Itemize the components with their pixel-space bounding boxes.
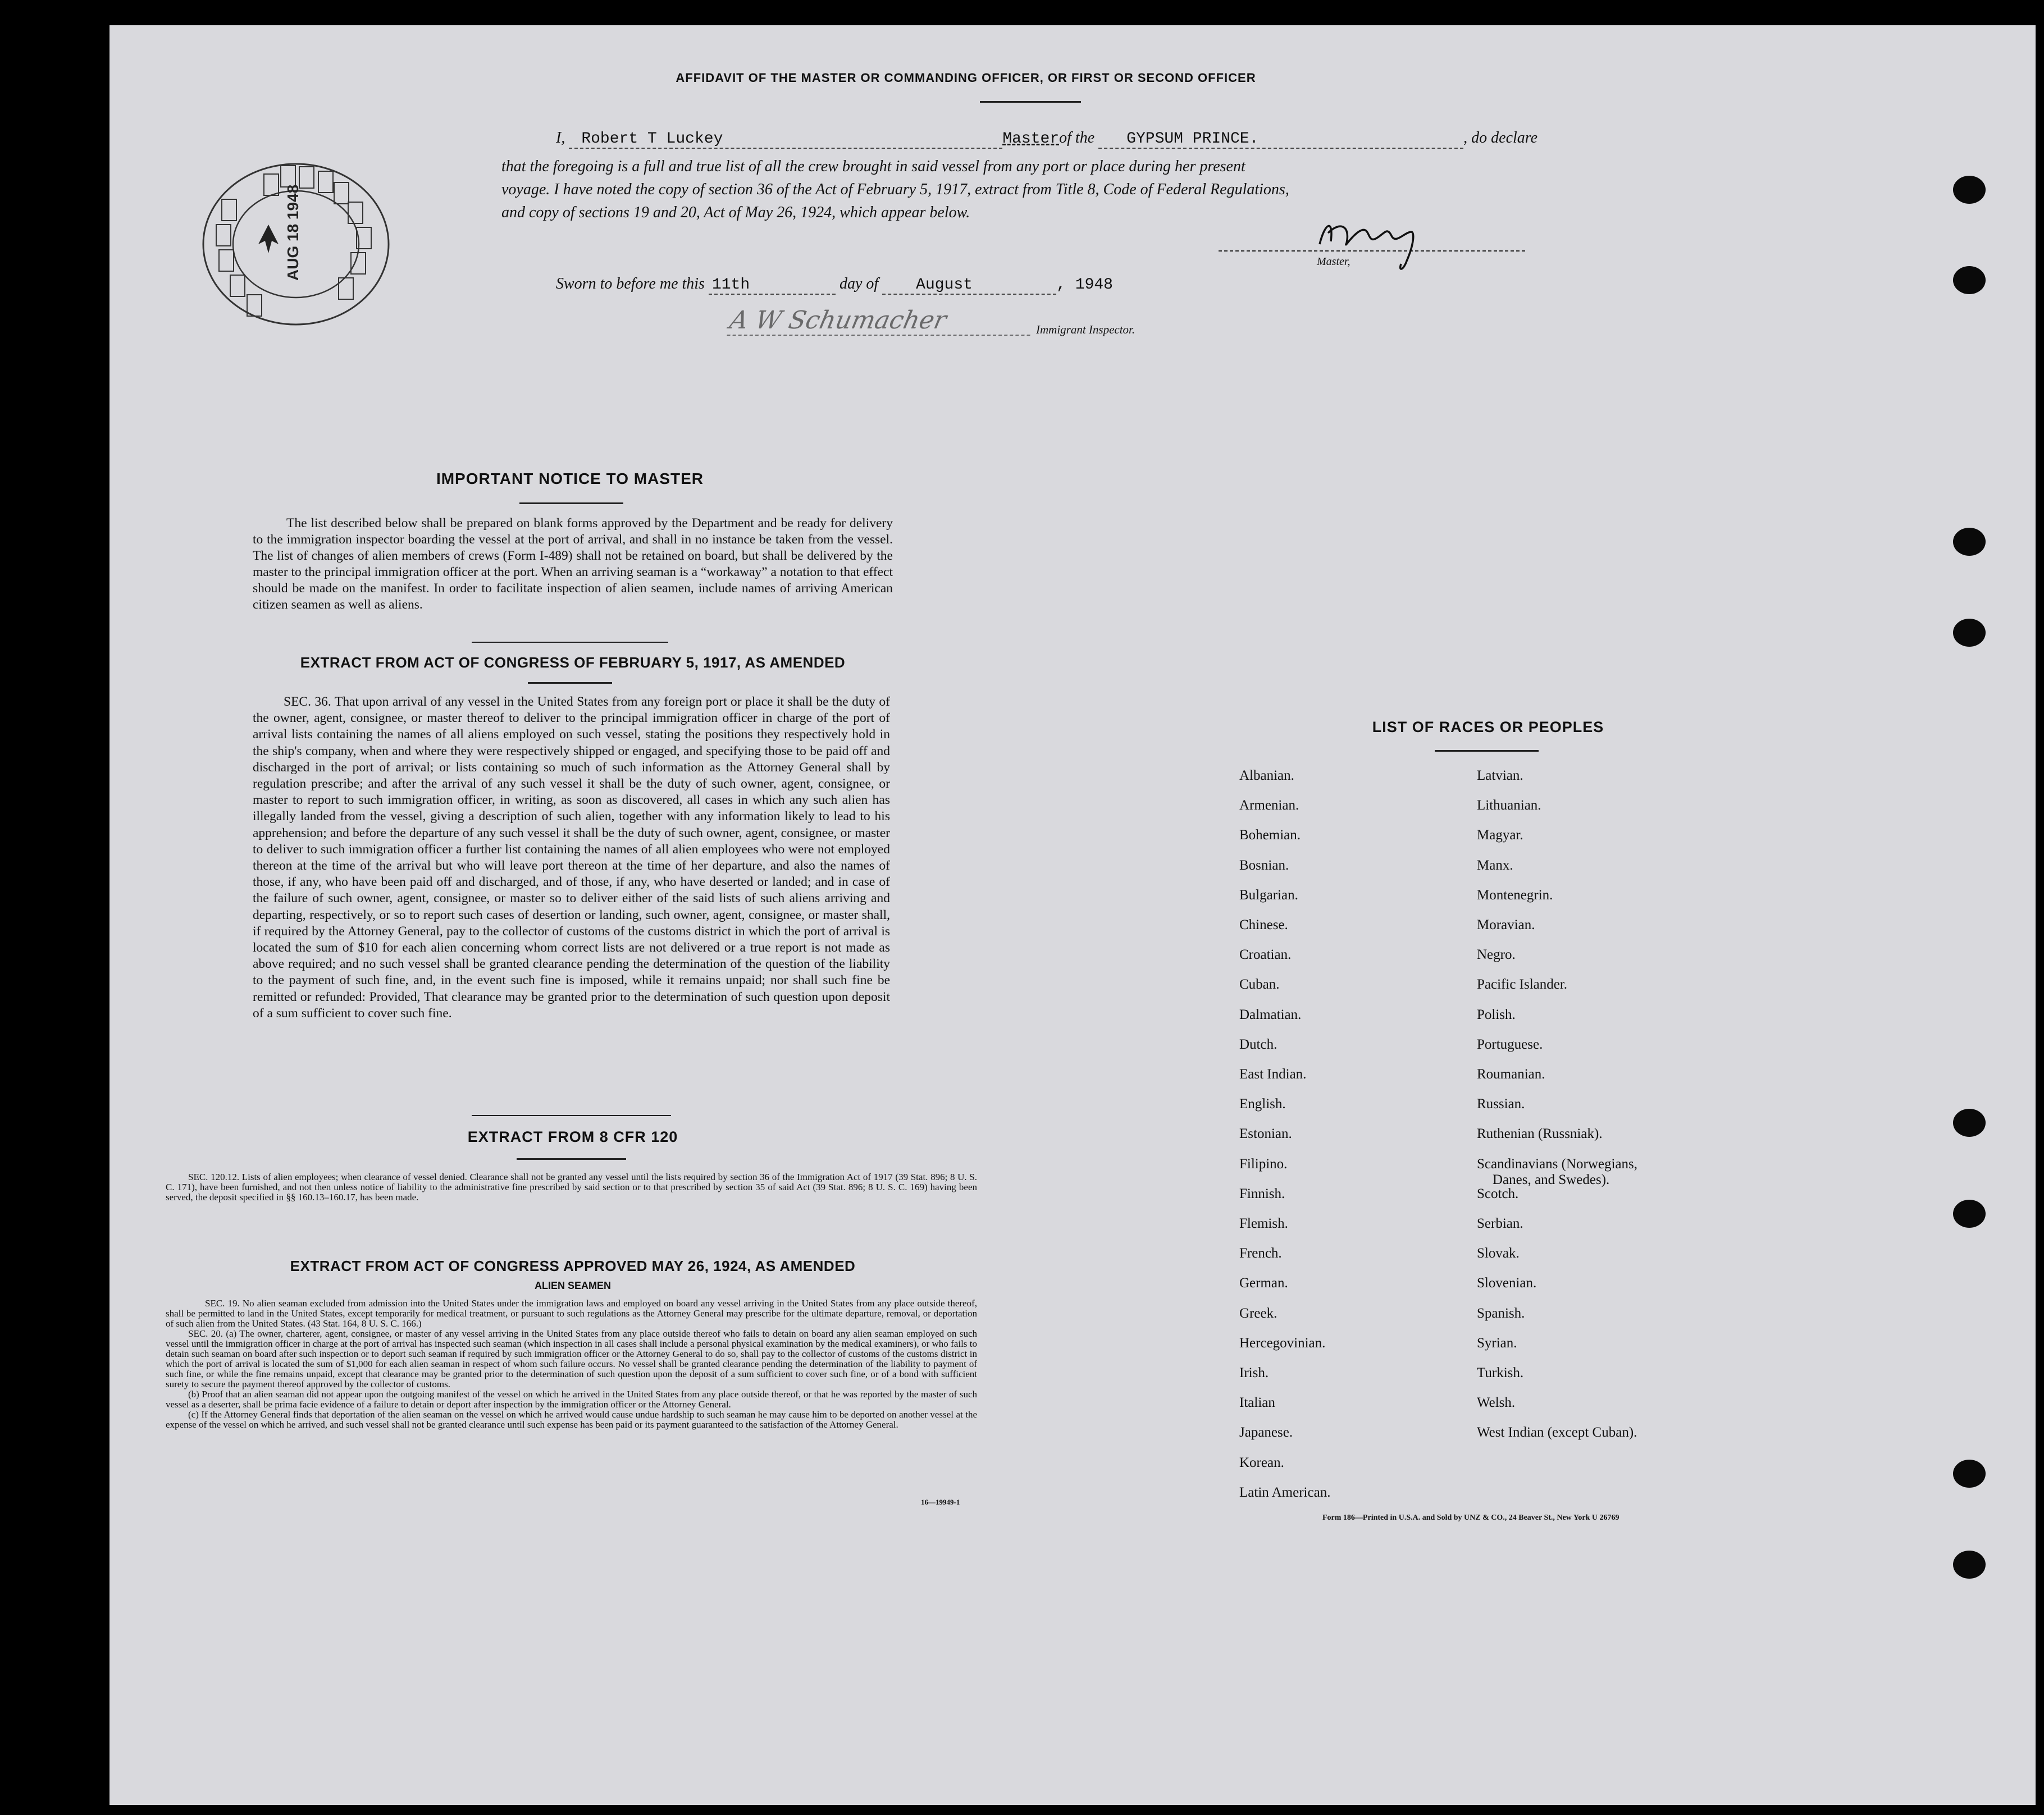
race-item: French. [1239, 1246, 1282, 1261]
declare-label: , do declare [1463, 129, 1538, 147]
race-item: Roumanian. [1477, 1067, 1545, 1082]
punch-hole [1953, 176, 1986, 204]
sec19-text: SEC. 19. No alien seaman excluded from admission into the United States under the immigration laws and employed on board any vessel arriving in the United States from any place outside thereof, shall be permitted to land in the United States, except temporarily for medical treatment, or pursuant to such regulations as the Attorney General may prescribe for the ultimate departure, removal, or deportation of such alien from the United States. (43 Stat. 164, 8 U. S. C. 166.) [166, 1298, 977, 1329]
master-name-field: Robert T Luckey [569, 130, 1002, 149]
sworn-day-field: 11th [709, 276, 836, 295]
punch-hole [1953, 1200, 1986, 1228]
race-item: Polish. [1477, 1007, 1516, 1022]
race-item: Chinese. [1239, 917, 1288, 932]
inspector-title: Immigrant Inspector. [1036, 323, 1135, 336]
divider [519, 502, 623, 504]
punch-hole [1953, 619, 1986, 647]
sworn-line [556, 275, 1113, 295]
race-item: Magyar. [1477, 828, 1523, 843]
vessel-name-field: GYPSUM PRINCE. [1098, 130, 1463, 149]
sworn-month-field: August [882, 276, 1056, 295]
race-item: Montenegrin. [1477, 887, 1553, 903]
divider [528, 682, 612, 684]
race-item: Irish. [1239, 1365, 1269, 1380]
affidavit-body-line: voyage. I have noted the copy of section 36 of the Act of February 5, 1917, extract from Title 8, Code of Federal Regulations, [501, 181, 1289, 198]
extract-1917-title: EXTRACT FROM ACT OF CONGRESS OF FEBRUARY 5, 1917, AS AMENDED [300, 654, 846, 671]
race-item: Scotch. [1477, 1186, 1519, 1201]
sec20c-text: (c) If the Attorney General finds that deportation of the alien seaman on the vessel on which he arrived would cause undue hardship to such seaman he may cause him to be deported on another vessel at the expense of the vessel on which he arrived, and such vessel shall not be granted clearance until such expense has been paid or its payment guaranteed to the satisfaction of the Attorney General. [166, 1409, 977, 1430]
race-item: Latin American. [1239, 1484, 1331, 1500]
race-item: East Indian. [1239, 1067, 1307, 1082]
race-item: Dutch. [1239, 1036, 1278, 1052]
race-item: Serbian. [1477, 1216, 1523, 1231]
divider [517, 1158, 626, 1160]
race-item: Japanese. [1239, 1425, 1293, 1441]
affidavit-body-line: and copy of sections 19 and 20, Act of May 26, 1924, which appear below. [501, 204, 970, 221]
affidavit-title: AFFIDAVIT OF THE MASTER OR COMMANDING OFFICER, OR FIRST OR SECOND OFFICER [676, 71, 1256, 85]
signature-title: Master, [1317, 255, 1350, 268]
divider [1435, 750, 1539, 752]
race-item: Latvian. [1477, 768, 1523, 783]
race-item: Negro. [1477, 947, 1516, 963]
race-item: Greek. [1239, 1305, 1278, 1321]
race-item: Portuguese. [1477, 1036, 1543, 1052]
form-code: 16—19949-1 [921, 1498, 960, 1506]
race-item: Moravian. [1477, 917, 1535, 932]
race-item: Bosnian. [1239, 857, 1289, 873]
race-item: Estonian. [1239, 1126, 1292, 1142]
of-the-label: of the [1059, 129, 1095, 147]
day-of-label: day of [839, 275, 879, 292]
extract-1924-subtitle: ALIEN SEAMEN [534, 1280, 611, 1291]
extract-cfr-title: EXTRACT FROM 8 CFR 120 [467, 1128, 678, 1145]
race-item: Ruthenian (Russniak). [1477, 1126, 1603, 1142]
race-item: West Indian (except Cuban). [1477, 1425, 1637, 1441]
extract-1917-text: SEC. 36. That upon arrival of any vessel in the United States from any foreign port or place it shall be the duty of the owner, agent, consignee, or master thereof to deliver to the principal immigration officer in charge of the port of arrival lists containing the names of all aliens employed on such vessel, stating the positions they respectively hold in the ship's company, when and where they were respectively shipped or engaged, and specifying those to be paid off and discharged in the port of arrival; or lists containing so much of such information as the Attorney General shall by regulation prescribe; and after the arrival of any such vessel it shall be the duty of such owner, agent, consignee, or master to report to such immigration officer, in writing, as soon as discovered, all cases in which any such alien has illegally landed from the vessel, giving a description of such alien, together with any information likely to lead to his apprehension; and before the departure of any such vessel it shall be the duty of such owner, agent, consignee, or master to deliver to such immigration officer a further list containing the names of all alien employees who were not employed thereon at the time of the arrival but who will leave port thereon at the time of her departure, and also the names of those, if any, who have been paid off and discharged, and of those, if any, who have deserted or landed; and in case of the failure of such owner, agent, consignee, or master so to deliver either of the said lists of such aliens arriving and departing, respectively, or so to report such cases of desertion or landing, such owner, agent, consignee, or master shall, if required by the Attorney General, pay to the collector of customs of the customs district in which the port of arrival is located the sum of $10 for each alien concerning whom correct lists are not delivered or a true report is not made as above required; and no such vessel shall be granted clearance pending the determination of the question of the liability to the payment of such fine, and, in the event such fine is imposed, while it remains unpaid; nor shall such fine be remitted or refunded: Provided, That clearance may be granted prior to the determination of such question upon deposit of a sum sufficient to cover such fine. [253, 694, 890, 1021]
race-item: Lithuanian. [1477, 798, 1541, 813]
punch-hole [1953, 266, 1986, 294]
race-item: Slovak. [1477, 1246, 1520, 1261]
extract-cfr-text: SEC. 120.12. Lists of alien employees; when clearance of vessel denied. Clearance shall not be granted any vessel until the lists required by section 36 of the Immigration Act of 1917 (39 Stat. 896; 8 U. S. C. 171), have been furnished, and not then unless notice of liability to the administrative fine prescribed by said section or to that prescribed by section 35 of said Act (39 Stat. 896; 8 U. S. C. 169) having been served, the deposit specified in §§ 160.13–160.17, has been made. [166, 1172, 977, 1203]
race-item: Slovenian. [1477, 1275, 1537, 1291]
race-item: Korean. [1239, 1455, 1284, 1470]
immigration-stamp [199, 160, 393, 328]
race-item: Albanian. [1239, 768, 1294, 783]
race-item: Danes, and Swedes). [1493, 1172, 1610, 1187]
race-item: Dalmatian. [1239, 1007, 1302, 1022]
race-item: Flemish. [1239, 1216, 1288, 1231]
divider [980, 101, 1081, 103]
sec20a-text: SEC. 20. (a) The owner, charterer, agent, consignee, or master of any vessel arriving in the United States from any place outside thereof who fails to detain on board any alien seaman employed on such vessel until the immigration officer in charge at the port of arrival has inspected such seaman (which inspection in all cases shall include a personal physical examination by the medical examiners), or who fails to detain such seaman on board after such inspection or to deport such seaman if required by such immigration officer or the Attorney General to do so, shall pay to the collector of customs of the customs district in which the port of arrival is located the sum of $1,000 for each alien seaman in respect of whom such failure occurs. No vessel shall be granted clearance pending the determination of the liability to payment of such fine, or while the fine remains unpaid, except that clearance may be granted prior to the determination of such question upon the deposit of a sum sufficient to cover such fine, or of a bond with sufficient surety to secure the payment thereof approved by the collector of customs. [166, 1328, 977, 1389]
divider [472, 1115, 671, 1116]
i-label: I, [556, 129, 565, 147]
races-title: LIST OF RACES OR PEOPLES [1372, 719, 1604, 735]
notice-title: IMPORTANT NOTICE TO MASTER [436, 470, 704, 487]
race-item: Scandinavians (Norwegians, [1477, 1156, 1638, 1172]
race-item: Croatian. [1239, 947, 1292, 963]
race-item: Spanish. [1477, 1305, 1525, 1321]
punch-hole [1953, 1109, 1986, 1137]
sworn-year-field: , 1948 [1056, 276, 1113, 294]
punch-hole [1953, 1551, 1986, 1579]
race-item: English. [1239, 1096, 1286, 1112]
extract-1924-title: EXTRACT FROM ACT OF CONGRESS APPROVED MAY 26, 1924, AS AMENDED [290, 1258, 856, 1274]
affidavit-body-line: that the foregoing is a full and true list of all the crew brought in said vessel from any port or place during her present [501, 158, 1245, 175]
race-item: Manx. [1477, 857, 1513, 873]
notice-text: The list described below shall be prepared on blank forms approved by the Department and be ready for delivery to the immigration inspector boarding the vessel at the port of arrival, and shall in no instance be taken from the vessel. The list of changes of alien members of crews (Form I-489) shall not be retained on board, but shall be delivered by the master to the principal immigration officer at the port. When an arriving seaman is a “workaway” a notation to that effect should be made on the manifest. In order to facilitate inspection of alien seamen, include names of arriving American citizen seamen as well as aliens. [253, 516, 893, 612]
punch-hole [1953, 528, 1986, 556]
race-item: Finnish. [1239, 1186, 1285, 1201]
master-signature [1213, 211, 1527, 289]
divider [472, 642, 668, 643]
race-item: Turkish. [1477, 1365, 1524, 1380]
race-item: Italian [1239, 1395, 1275, 1411]
race-item: Filipino. [1239, 1156, 1288, 1172]
race-item: Cuban. [1239, 977, 1280, 993]
sec20b-text: (b) Proof that an alien seaman did not appear upon the outgoing manifest of the vessel on which he arrived in the United States from any place outside thereof, or that he was reported by the master of such vessel as a deserter, shall be prima facie evidence of a failure to detain or deport after inspection by the immigration officer or the Attorney General. [166, 1389, 977, 1410]
inspector-signature: A W Schumacher [727, 306, 1036, 336]
race-item: Russian. [1477, 1096, 1525, 1112]
stamp-date: AUG 18 1948 [284, 184, 302, 281]
race-item: Pacific Islander. [1477, 977, 1568, 993]
race-item: Syrian. [1477, 1335, 1517, 1351]
affidavit-declaration-line [556, 129, 1561, 149]
race-item: Armenian. [1239, 798, 1299, 813]
rank-field: Master [1002, 130, 1060, 148]
race-item: Bohemian. [1239, 828, 1301, 843]
race-item: German. [1239, 1275, 1288, 1291]
punch-hole [1953, 1460, 1986, 1488]
race-item: Welsh. [1477, 1395, 1516, 1411]
sworn-label: Sworn to before me this [556, 275, 705, 292]
form-printer-footer: Form 186—Printed in U.S.A. and Sold by UNZ & CO., 24 Beaver St., New York U 26769 [1322, 1514, 1619, 1522]
race-item: Hercegovinian. [1239, 1335, 1326, 1351]
extract-1924-body [166, 1299, 977, 1430]
race-item: Bulgarian. [1239, 887, 1298, 903]
